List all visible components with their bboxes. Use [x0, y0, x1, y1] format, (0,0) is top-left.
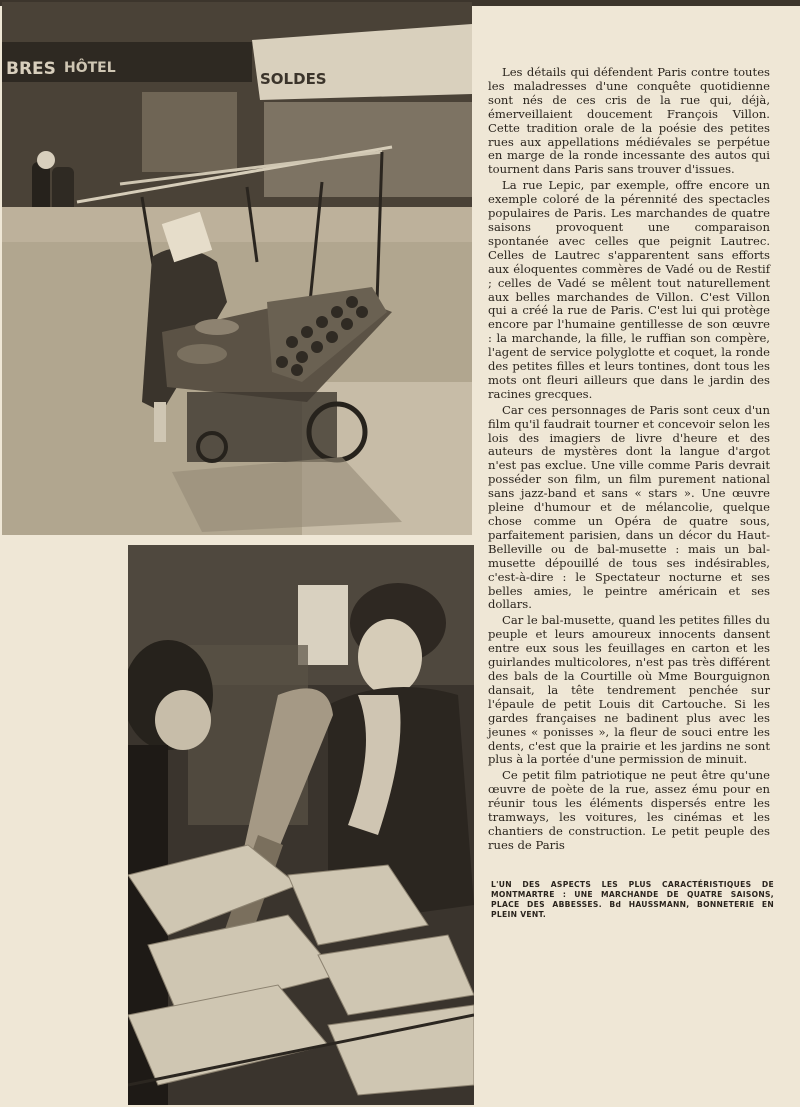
article-paragraph: La rue Lepic, par exemple, offre encore un exemple coloré de la pérennité des spectacles populaires de Paris. Les marchandes de quatre saisons provoquent une comparaison spontanée avec celles que peignit Lautrec. Celles de Lautrec s'apparentent sans efforts aux éloquentes commères de Vadé ou de Restif ; celles de Vadé se mêlent tout naturellement aux belles marchandes de Villon. C'est Villon qui a créé la rue de Paris. C'est lui qui protège encore par l'humaine gentillesse de son œuvre : la marchande, la fille, le ruffian son compère, l'agent de service polyglotte et coquet, la ronde des petites filles et leurs tontines, dont tous les mots ont fleuri ailleurs que dans le jardin des racines grecques. — [488, 178, 770, 401]
awning-sign-soldes: SOLDES — [260, 70, 327, 88]
photo-street-vendor — [2, 2, 472, 535]
hosiery-stall-illustration — [128, 545, 474, 1105]
article-paragraph: Car ces personnages de Paris sont ceux d'un film qu'il faudrait tourner et concevoir selon les lois des imagiers de livre d'heure et des auteurs de mystères dont la langue d'argot n'est pas exclue. Une ville comme Paris devrait posséder son film, un film purement national sans jazz-band et sans « stars ». Une œuvre pleine d'humour et de mélancolie, quelque chose comme un Opéra de quatre sous, parfaitement parisien, dans un décor du Haut-Belleville ou de bal-musette : mais un bal-musette dépouillé de tous ses indésirables, c'est-à-dire : le Spectateur nocturne et ses belles amies, le peintre américain et ses dollars. — [488, 402, 770, 612]
photo-caption: L'UN DES ASPECTS LES PLUS CARACTÉRISTIQUES DE MONTMARTRE : UNE MARCHANDE DE QUATRE SAISONS, PLACE DES ABBESSES. Bd HAUSSMANN, BONNETERIE EN PLEIN VENT. — [491, 880, 774, 919]
article-text — [488, 66, 770, 855]
photo-hosiery-stall — [128, 545, 474, 1105]
article-paragraph: Car le bal-musette, quand les petites filles du peuple et leurs amoureux innocents dansent entre eux sous les feuillages en carton et les guirlandes multicolores, n'est pas très différent des bals de la Courtille où Mme Bourguignon dansait, la tête tendrement penchée sur l'épaule de petit Louis dit Cartouche. Si les gardes françaises ne badinent plus avec les jeunes « ponisses », la fleur de souci entre les dents, c'est que la prairie et les jardins ne sont plus à la portée d'une permission de minuit. — [488, 613, 770, 767]
shop-sign-bres: BRES — [6, 59, 56, 79]
article-paragraph: Ce petit film patriotique ne peut être qu'une œuvre de poète de la rue, assez ému pour en réunir tous les éléments dispersés entre les tramways, les voitures, les cinémas et les chantiers de construction. Le petit peuple des rues de Paris — [488, 768, 770, 852]
street-vendor-illustration — [2, 2, 472, 535]
article-paragraph: Les détails qui défendent Paris contre toutes les maladresses d'une conquête quotidienne sont nés de ces cris de la rue qui, déjà, émerveillaient doucement François Villon. Cette tradition orale de la poésie des petites rues aux appellations médiévales se perpétue en marge de la ronde incessante des autos qui tournent dans Paris sans trouver d'issues. — [488, 65, 770, 177]
shop-sign-hotel: HÔTEL — [64, 60, 116, 76]
